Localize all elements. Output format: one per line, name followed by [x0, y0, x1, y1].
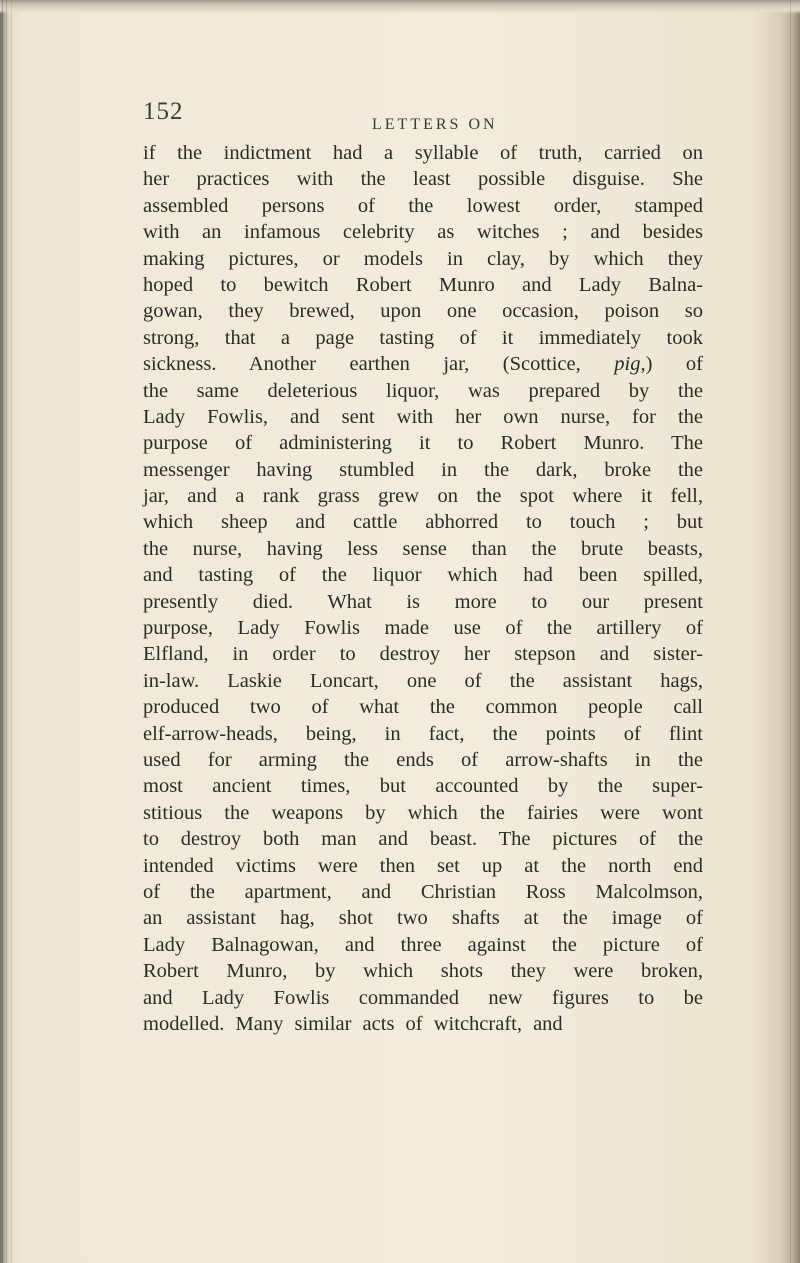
- text-line: intended victims were then set up at the north end: [143, 854, 703, 877]
- page-number: 152: [143, 98, 184, 125]
- text-line: presently died. What is more to our present: [143, 590, 703, 613]
- page-top-edge: [0, 0, 800, 14]
- text-line: her practices with the least possible disguise. She: [143, 168, 703, 191]
- text-line: used for arming the ends of arrow-shafts in the: [143, 748, 703, 771]
- text-line: to destroy both man and beast. The pictures of the: [143, 828, 703, 851]
- spine-shadow-line: [6, 0, 7, 1263]
- text-line: in-law. Laskie Loncart, one of the assistant hags,: [143, 669, 703, 692]
- text-line: if the indictment had a syllable of truth, carried on: [143, 142, 703, 164]
- text-line: produced two of what the common people call: [143, 696, 703, 719]
- text-line: of the apartment, and Christian Ross Malcolmson,: [143, 880, 703, 903]
- text-line: Lady Fowlis, and sent with her own nurse, for the: [143, 405, 703, 428]
- text-line: assembled persons of the lowest order, stamped: [143, 194, 703, 217]
- spine-shadow-line: [11, 0, 12, 1263]
- text-line: an assistant hag, shot two shafts at the image of: [143, 907, 703, 930]
- text-line: strong, that a page tasting of it immediately took: [143, 326, 703, 349]
- text-line: which sheep and cattle abhorred to touch ; but: [143, 511, 703, 534]
- text-line: messenger having stumbled in the dark, broke the: [143, 458, 703, 481]
- running-head: LETTERS ON: [372, 116, 498, 133]
- page-edge-line: [790, 0, 791, 1263]
- text-fragment: ) of: [645, 353, 704, 376]
- text-line: purpose, Lady Fowlis made use of the artillery of: [143, 617, 703, 640]
- text-line: purpose of administering it to Robert Munro. The: [143, 432, 703, 455]
- text-line: elf-arrow-heads, being, in fact, the points of flint: [143, 722, 703, 745]
- text-line: most ancient times, but accounted by the super-: [143, 775, 703, 798]
- text-line: stitious the weapons by which the fairies were wont: [143, 801, 703, 824]
- text-line: making pictures, or models in clay, by which they: [143, 247, 703, 270]
- text-fragment: sickness. Another earthen jar, (Scottice,: [143, 353, 615, 376]
- text-line-with-italic: [143, 351, 703, 377]
- text-line: hoped to bewitch Robert Munro and Lady Balna-: [143, 273, 703, 296]
- text-line: Robert Munro, by which shots they were broken,: [143, 960, 703, 983]
- text-line: Elfland, in order to destroy her stepson and sister-: [143, 643, 703, 666]
- body-text: [143, 140, 703, 1037]
- text-line: and tasting of the liquor which had been spilled,: [143, 564, 703, 587]
- spine-shadow-line: [2, 0, 3, 1263]
- text-line: and Lady Fowlis commanded new figures to be: [143, 986, 703, 1009]
- text-line: the same deleterious liquor, was prepared by the: [143, 379, 703, 402]
- text-line: modelled. Many similar acts of witchcraft, and: [143, 1012, 563, 1035]
- text-line: the nurse, having less sense than the brute beasts,: [143, 537, 703, 560]
- text-line: jar, and a rank grass grew on the spot where it fell,: [143, 485, 703, 508]
- text-line: gowan, they brewed, upon one occasion, poison so: [143, 300, 703, 323]
- text-line: Lady Balnagowan, and three against the picture of: [143, 933, 703, 956]
- text-line: with an infamous celebrity as witches ; and besides: [143, 221, 703, 244]
- italic-word: pig,: [614, 353, 646, 376]
